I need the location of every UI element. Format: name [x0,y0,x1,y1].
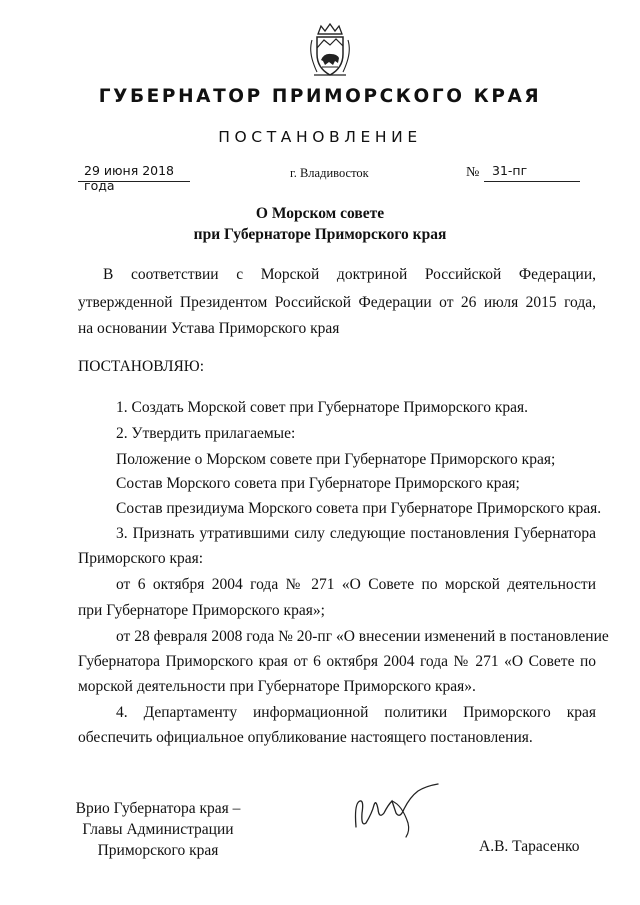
number-sign: № [466,165,480,180]
item-3b-line-2: Губернатора Приморского края от 6 октября 2004 года № 271 «О Совете по [78,653,596,670]
item-3a-line-2: при Губернаторе Приморского края»; [78,602,325,619]
signatory-position-line-1: Врио Губернатора края – [75,800,241,817]
item-3-line-2: Приморского края: [78,550,204,567]
preamble-line-3: на основании Устава Приморского края [78,320,340,337]
item-4-line-2: обеспечить официальное опубликование настоящего постановления. [78,729,533,746]
item-2-council-composition: Состав Морского совета при Губернаторе Приморского края; [116,475,520,492]
signatory-name: А.В. Тарасенко [479,838,580,855]
item-3b-line-1: от 28 февраля 2008 года № 20-пг «О внесении изменений в постановление [116,628,609,645]
preamble-line-2: утвержденной Президентом Российской Федерации от 26 июля 2015 года, [78,294,596,311]
signatory-position-line-2: Главы Администрации [82,821,234,838]
decree-title-line-1: О Морском совете [255,205,385,222]
decree-number: 31-пг [492,163,528,178]
preamble-line-1: В соответствии с Морской доктриной Российской Федерации, [103,266,596,283]
item-3a-line-1: от 6 октября 2004 года № 271 «О Совете по морской деятельности [116,576,596,593]
item-2: 2. Утвердить прилагаемые: [116,425,296,442]
decree-title [0,203,640,245]
decree-word: ПОСТАНОВЛЯЮ: [78,358,205,375]
decree-date: 29 июня 2018 года [84,163,175,193]
decree-number-field [484,163,580,182]
issuing-authority-heading: ГУБЕРНАТОР ПРИМОРСКОГО КРАЯ [98,86,542,107]
item-4-line-1: 4. Департаменту информационной политики Приморского края [116,704,596,721]
item-3b-line-3: морской деятельности при Губернаторе Приморского края». [78,678,476,695]
document-type-heading: ПОСТАНОВЛЕНИЕ [218,128,422,146]
item-2-position: Положение о Морском совете при Губернаторе Приморского края; [116,451,556,468]
decree-date-field [78,163,190,193]
decree-city: г. Владивосток [290,166,369,180]
signatory-position-line-3: Приморского края [97,842,219,859]
item-1: 1. Создать Морской совет при Губернаторе Приморского края. [116,399,529,416]
decree-title-line-2: при Губернаторе Приморского края [193,226,447,243]
item-3-line-1: 3. Признать утратившими силу следующие постановления Губернатора [116,525,596,542]
handwritten-signature-icon [352,783,442,839]
coat-of-arms-icon [300,20,360,80]
signatory-position [68,798,248,861]
item-2-presidium-composition: Состав президиума Морского совета при Губернаторе Приморского края. [116,500,602,517]
